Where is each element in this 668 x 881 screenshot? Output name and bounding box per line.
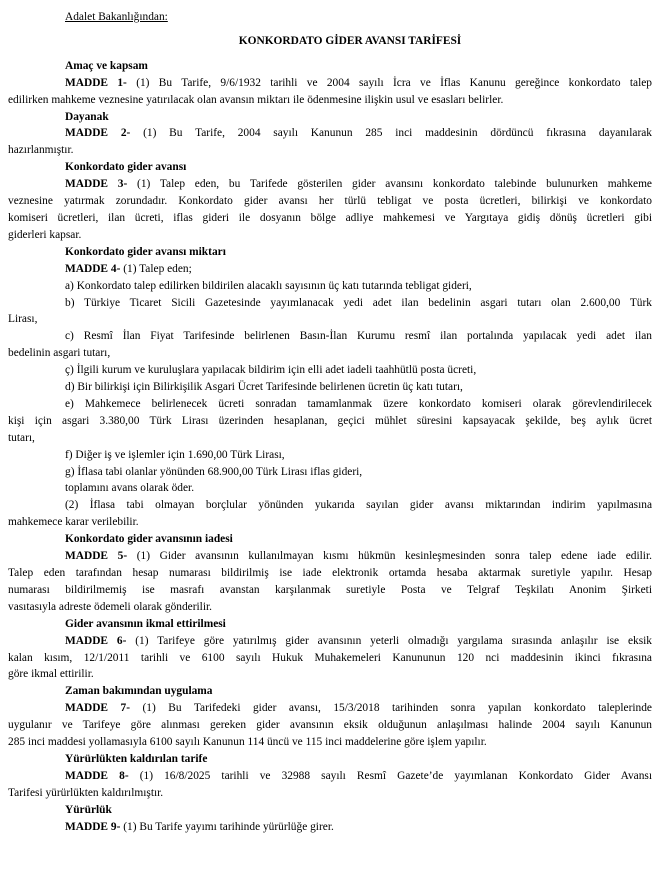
article-8-line-1: MADDE 8- (1) 16/8/2025 tarihli ve 32988 sayılı Resmî Gazete’de yayımlanan Konkordato Gider Avansı — [65, 769, 652, 782]
article-3-line-1: MADDE 3- (1) Talep eden, bu Tarifede gösterilen gider avansını konkordato talebinde bulunurken mahkeme — [65, 178, 652, 191]
article-5-line-3: numarası bildirilmemiş ise masrafı avanstan karşılanmak suretiyle Posta ve Telgraf Teşkilatı Anonim Şirketi — [8, 583, 652, 596]
section-heading-kaldirilan: Yürürlükten kaldırılan tarife — [65, 752, 208, 765]
article-5-line-4: vasıtasıyla adreste ödemeli olarak gönderilir. — [8, 600, 213, 613]
article-6-line-2: kalan kısım, 12/1/2011 tarihli ve 6100 sayılı Hukuk Muhakemeleri Kanununun 120 nci maddesinin ikinci fıkrasına — [8, 651, 652, 664]
section-heading-yururluk: Yürürlük — [65, 803, 112, 816]
article-number: MADDE 1- — [65, 76, 127, 89]
item-e-line-3: tutarı, — [8, 431, 35, 444]
article-number: MADDE 8- — [65, 769, 129, 782]
section-heading-amac: Amaç ve kapsam — [65, 59, 148, 72]
article-number: MADDE 5- — [65, 550, 128, 563]
article-5-line-2: Talep eden tarafından hesap numarası bildirilmiş ise iade elektronik ortamda hesaba aktarmak suretiyle yapılır. Hesap — [8, 567, 652, 579]
article-1-line-1: MADDE 1- (1) Bu Tarife, 9/6/1932 tarihli ve 2004 sayılı İcra ve İflas Kanunu gereğince konkordato talep — [65, 76, 652, 89]
item-b-line-1: b) Türkiye Ticaret Sicili Gazetesinde yayımlanacak yedi adet ilan bedelinin asgari tutarı olan 2.600,00 Türk — [65, 296, 652, 309]
section-heading-ikmal: Gider avansının ikmal ettirilmesi — [65, 617, 226, 630]
article-6-line-3: göre ikmal ettirilir. — [8, 668, 94, 681]
section-heading-zaman: Zaman bakımından uygulama — [65, 685, 213, 698]
article-1-line-2: edilirken mahkeme veznesine yatırılacak olan avansın miktarı ile ödenmesine ilişkin usul ve esasları belirler. — [8, 93, 504, 106]
section-heading-gider-avansi: Konkordato gider avansı — [65, 161, 187, 174]
article-2-line-2: hazırlanmıştır. — [8, 144, 74, 157]
section-heading-iade: Konkordato gider avansının iadesi — [65, 533, 233, 546]
item-g: g) İflasa tabi olanlar yönünden 68.900,00 Türk Lirası iflas gideri, — [65, 465, 363, 478]
item-b-line-2: Lirası, — [8, 313, 38, 326]
item-cc: ç) İlgili kurum ve kuruluşlara yapılacak bildirim için elli adet iadeli taahhütlü posta ücreti, — [65, 364, 477, 377]
section-heading-dayanak: Dayanak — [65, 110, 109, 123]
item-c-line-2: bedelinin asgari tutarı, — [8, 347, 111, 360]
section-heading-miktar: Konkordato gider avansı miktarı — [65, 245, 226, 258]
article-9-line-1: MADDE 9- (1) Bu Tarife yayımı tarihinde yürürlüğe girer. — [65, 820, 334, 833]
article-7-line-2: uygulanır ve Tarifeye göre alınması gereken gider avansının eksik olduğunun anlaşılması halinde 2004 sayılı Kanunun — [8, 719, 652, 732]
item-c-line-1: c) Resmî İlan Fiyat Tarifesinde belirlenen Basın-İlan Kurumu resmî ilan portalında yapılacak yedi adet ilan — [65, 330, 652, 343]
article-7-line-3: 285 inci maddesi yollamasıyla 6100 sayılı Kanunun 114 üncü ve 115 inci maddelerine göre işlem yapılır. — [8, 736, 487, 749]
item-a: a) Konkordato talep edilirken bildirilen alacaklı sayısının üç katı tutarında tebligat gideri, — [65, 279, 472, 292]
article-number: MADDE 6- — [65, 634, 127, 647]
article-5-line-1: MADDE 5- (1) Gider avansının kullanılmayan kısmı hükmün kesinleşmesinden sonra talep edene iade edilir. — [65, 550, 652, 563]
article-3-line-3: komiseri ücretleri, ilan ücreti, iflas gideri ile dosyanın bölge adliye mahkemesi ve Yargıtaya gidiş dönüş ücretleri gibi — [8, 211, 652, 224]
item-total: toplamını avans olarak öder. — [65, 482, 195, 495]
item-e-line-2: kişi için asgari 3.380,00 Türk Lirası üzerinden hesaplanan, geçici mühlet süresini kapsayacak şekilde, beş aylık ücret — [8, 414, 652, 427]
article-6-line-1: MADDE 6- (1) Tarifeye göre yatırılmış gider avansının yeterli olmadığı yargılama sırasında anlaşılır ise eksik — [65, 634, 652, 647]
article-2-line-1: MADDE 2- (1) Bu Tarife, 2004 sayılı Kanunun 285 inci maddesinin dördüncü fıkrasına dayanılarak — [65, 127, 652, 140]
document-title: KONKORDATO GİDER AVANSI TARİFESİ — [238, 34, 462, 47]
article-3-line-2: veznesine yatırmak zorundadır. Konkordato gider avansı her türlü tebligat ve posta ücretleri, bilirkişi ve konkordato — [8, 195, 652, 208]
item-f: f) Diğer iş ve işlemler için 1.690,00 Türk Lirası, — [65, 448, 285, 461]
article-number: MADDE 4- — [65, 262, 121, 275]
article-7-line-1: MADDE 7- (1) Bu Tarifedeki gider avansı, 15/3/2018 tarihinden sonra yapılan konkordato taleplerinde — [65, 702, 652, 715]
article-4-para-2-line-2: mahkemece karar verilebilir. — [8, 516, 139, 529]
article-4-para-2-line-1: (2) İflasa tabi olmayan borçlular yönünden yukarıda sayılan gider avansı miktarından indirim yapılmasına — [65, 499, 652, 512]
article-4-line-1: MADDE 4- (1) Talep eden; — [65, 262, 192, 275]
article-3-line-4: giderleri kapsar. — [8, 228, 82, 241]
article-number: MADDE 7- — [65, 702, 131, 715]
source-line: Adalet Bakanlığından: — [65, 11, 168, 23]
article-number: MADDE 2- — [65, 127, 131, 140]
article-number: MADDE 9- — [65, 820, 121, 833]
item-d: d) Bir bilirkişi için Bilirkişilik Asgari Ücret Tarifesinde belirlenen ücretin üç katı tutarı, — [65, 381, 463, 394]
article-8-line-2: Tarifesi yürürlükten kaldırılmıştır. — [8, 786, 164, 799]
article-number: MADDE 3- — [65, 178, 128, 191]
item-e-line-1: e) Mahkemece belirlenecek ücreti sonradan tamamlanmak üzere konkordato komiseri olarak görevlendirilecek — [65, 397, 652, 410]
